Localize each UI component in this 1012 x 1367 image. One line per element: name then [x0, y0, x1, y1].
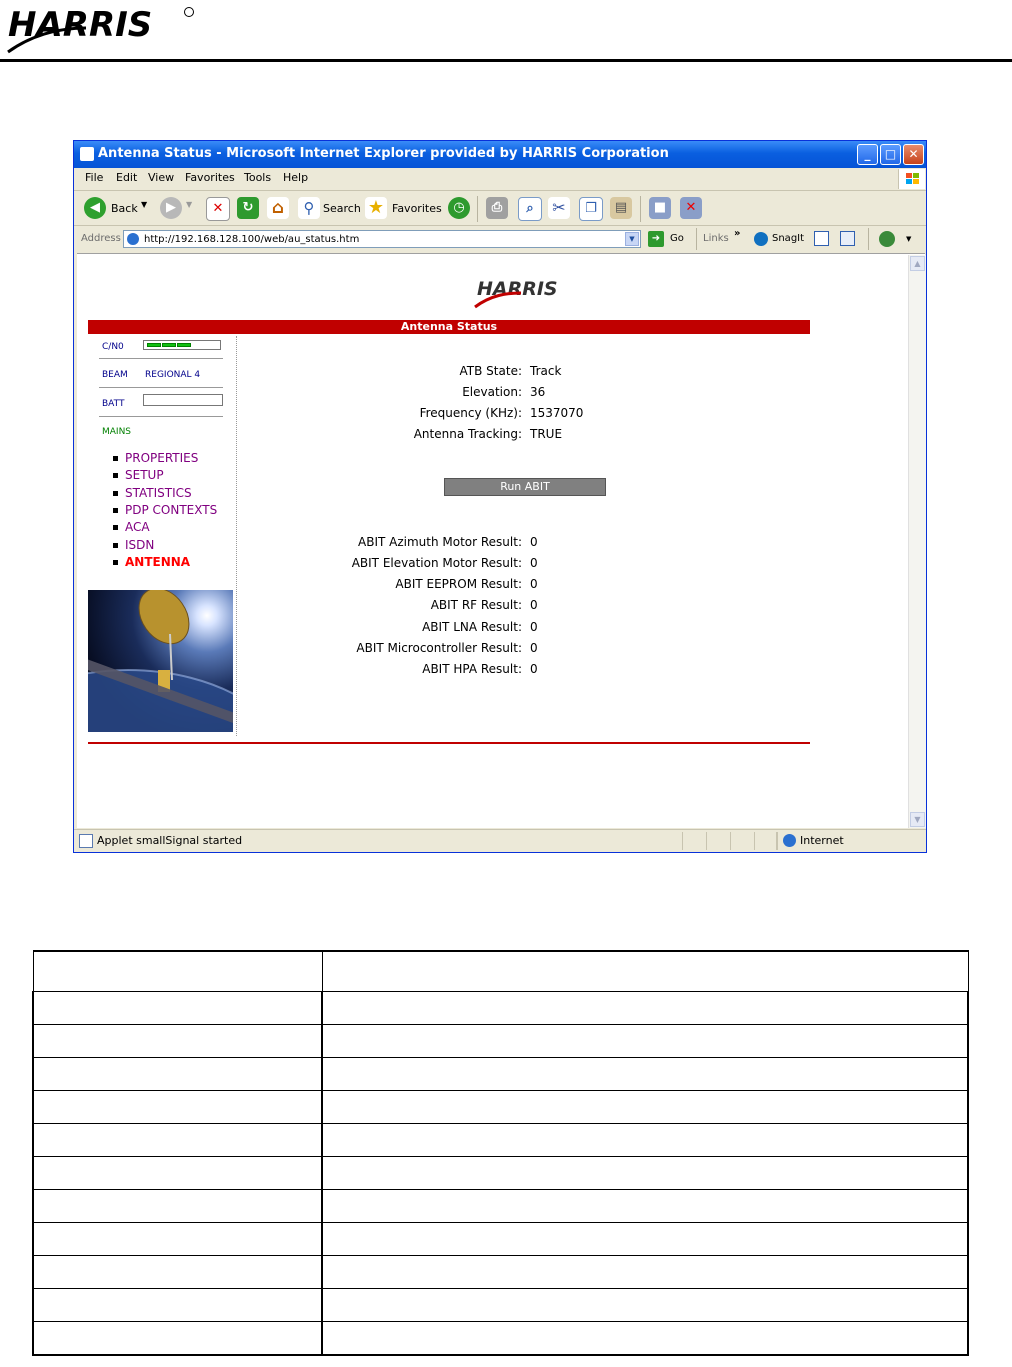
address-input[interactable] [123, 230, 641, 248]
harris-document-logo [6, 2, 196, 58]
table-cell [33, 1322, 322, 1356]
chevron-right-icon[interactable]: » [734, 228, 741, 239]
nav-antenna-label[interactable]: ANTENNA [125, 555, 191, 569]
scroll-down-icon[interactable]: ▼ [910, 812, 925, 827]
table-row [33, 992, 968, 1025]
table-cell [322, 1256, 968, 1289]
table-cell [322, 1091, 968, 1124]
nav-aca-label[interactable]: ACA [125, 520, 150, 534]
table-row [33, 1190, 968, 1223]
address-separator [696, 228, 697, 250]
table-cell [322, 992, 968, 1025]
status-separator [730, 832, 731, 850]
table-cell [322, 1058, 968, 1091]
beam-label: BEAM [102, 370, 128, 380]
sidebar-divider [236, 336, 237, 736]
search-icon[interactable]: ⚲ [298, 197, 320, 219]
harris-logo-text: HARRIS [8, 5, 153, 45]
table-cell [33, 992, 322, 1025]
run-abit-button[interactable]: Run ABIT [444, 478, 606, 496]
table-cell [33, 1223, 322, 1256]
forward-dropdown-icon[interactable]: ▼ [186, 200, 193, 209]
address-dropdown-icon[interactable]: ▼ [625, 232, 639, 246]
abit-microcontroller-value: 0 [530, 641, 538, 655]
table-row [33, 1157, 968, 1190]
table-row [33, 1256, 968, 1289]
toolbar-separator [477, 196, 478, 222]
table-cell [322, 1223, 968, 1256]
abit-eeprom-label: ABIT EEPROM Result: [395, 577, 522, 591]
header-title: Antenna Status [400, 320, 498, 333]
status-bar [74, 829, 926, 852]
back-dropdown-icon[interactable]: ▼ [141, 200, 148, 209]
abit-lna-label: ABIT LNA Result: [422, 620, 522, 634]
snagit-label[interactable]: SnagIt [772, 233, 805, 244]
header-rule [0, 59, 1012, 62]
paste-icon[interactable]: ▤ [610, 197, 632, 219]
abit-elevation-label: ABIT Elevation Motor Result: [351, 556, 522, 570]
scroll-up-icon[interactable]: ▲ [910, 256, 925, 271]
table-cell [33, 1124, 322, 1157]
copy-icon[interactable]: ❐ [579, 197, 603, 221]
menu-edit[interactable]: Edit [116, 171, 138, 184]
table-cell [33, 1190, 322, 1223]
windows-flag-icon [898, 169, 925, 189]
abit-microcontroller-label: ABIT Microcontroller Result: [356, 641, 522, 655]
menu-view[interactable]: View [148, 171, 175, 184]
address-separator [868, 228, 869, 250]
tool-box-x-icon[interactable]: ✕ [680, 197, 702, 219]
nav-bullet [113, 525, 118, 530]
table-row [33, 1322, 968, 1356]
table-cell [33, 1289, 322, 1322]
document-table [32, 950, 969, 1356]
history-icon[interactable]: ◷ [448, 197, 470, 219]
table-cell [322, 1025, 968, 1058]
menu-favorites[interactable]: Favorites [185, 171, 235, 184]
abit-elevation-value: 0 [530, 556, 538, 570]
abit-hpa-label: ABIT HPA Result: [422, 662, 522, 676]
page-logo-text: HARRIS [477, 278, 558, 300]
status-separator [754, 832, 755, 850]
sidebar-separator [99, 358, 223, 359]
cno-segment [147, 343, 161, 347]
nav-setup-label[interactable]: SETUP [125, 468, 164, 482]
standard-toolbar [74, 191, 926, 226]
links-label[interactable]: Links [703, 233, 729, 244]
abit-lna-value: 0 [530, 620, 538, 634]
window-title: Antenna Status - Microsoft Internet Explorer provided by HARRIS Corporation [98, 146, 669, 161]
print-icon[interactable]: ⎙ [486, 197, 508, 219]
table-row [33, 1223, 968, 1256]
sidebar-separator [99, 387, 223, 388]
atb-state-label: ATB State: [459, 364, 522, 378]
forward-arrow-icon[interactable]: ▶ [160, 197, 182, 219]
ie-page-icon [80, 147, 94, 161]
abit-azimuth-value: 0 [530, 535, 538, 549]
status-page-icon [79, 834, 93, 848]
snagit-capture-icon[interactable] [840, 231, 855, 246]
nav-bullet [113, 508, 118, 513]
go-button-label[interactable]: Go [670, 233, 684, 244]
frequency-label: Frequency (KHz): [419, 406, 522, 420]
search-button-label[interactable]: Search [323, 202, 361, 215]
snagit-window-icon[interactable] [814, 231, 829, 246]
menu-tools[interactable]: Tools [244, 171, 272, 184]
favorites-button-label[interactable]: Favorites [392, 202, 442, 215]
home-icon[interactable]: ⌂ [267, 197, 289, 219]
ie-globe-icon [127, 233, 139, 245]
elevation-label: Elevation: [462, 385, 522, 399]
beam-value: REGIONAL 4 [145, 370, 201, 380]
menu-help[interactable]: Help [283, 171, 309, 184]
frequency-value: 1537070 [530, 406, 584, 420]
back-arrow-icon[interactable]: ◀ [84, 197, 106, 219]
back-button-label[interactable]: Back [111, 202, 138, 215]
cno-segment [162, 343, 176, 347]
refresh-icon[interactable]: ↻ [237, 197, 259, 219]
toolbar-separator [640, 196, 641, 222]
title-bar[interactable] [74, 141, 926, 168]
abit-eeprom-value: 0 [530, 577, 538, 591]
table-cell [33, 951, 322, 992]
table-row [33, 1289, 968, 1322]
mains-label: MAINS [102, 427, 132, 437]
cno-segment [177, 343, 191, 347]
page-bottom-rule [88, 742, 810, 744]
table-header-row [33, 951, 968, 992]
nav-bullet [113, 456, 118, 461]
table-cell [322, 1289, 968, 1322]
batt-label: BATT [102, 399, 125, 409]
status-message: Applet smallSignal started [97, 834, 243, 847]
table-cell [33, 1157, 322, 1190]
nav-isdn-label[interactable]: ISDN [125, 538, 155, 552]
print-preview-icon[interactable]: ⌕ [518, 197, 542, 221]
vertical-scrollbar[interactable] [908, 255, 926, 828]
abit-hpa-value: 0 [530, 662, 538, 676]
security-zone: Internet [800, 834, 844, 847]
abit-azimuth-label: ABIT Azimuth Motor Result: [358, 535, 522, 549]
cno-label: C/N0 [102, 342, 124, 352]
stop-icon[interactable]: ✕ [206, 197, 230, 221]
address-label: Address [81, 233, 121, 244]
table-cell [33, 1091, 322, 1124]
elevation-value: 36 [530, 385, 546, 399]
satellite-image [88, 590, 233, 732]
favorites-star-icon[interactable]: ★ [365, 197, 387, 219]
nav-bullet [113, 560, 118, 565]
snagit-icon[interactable] [754, 232, 768, 246]
table-cell [33, 1025, 322, 1058]
table-cell [322, 1322, 968, 1356]
table-cell [322, 1157, 968, 1190]
atb-state-value: Track [530, 364, 562, 378]
messenger-dropdown-icon[interactable]: ▼ [906, 235, 912, 243]
table-row [33, 1025, 968, 1058]
sidebar-separator [99, 416, 223, 417]
table-cell [33, 1256, 322, 1289]
table-cell [322, 951, 968, 992]
status-separator [777, 832, 778, 850]
abit-rf-value: 0 [530, 598, 538, 612]
antenna-tracking-label: Antenna Tracking: [413, 427, 522, 441]
tool-box-icon[interactable]: ■ [649, 197, 671, 219]
antenna-status-header [88, 320, 810, 334]
nav-bullet [113, 543, 118, 548]
address-bar [74, 226, 926, 252]
close-button[interactable]: ✕ [903, 144, 924, 165]
messenger-icon[interactable] [879, 231, 895, 247]
table-row [33, 1124, 968, 1157]
cut-icon[interactable]: ✂ [548, 197, 570, 219]
web-content [77, 253, 925, 828]
status-separator [682, 832, 683, 850]
internet-globe-icon [783, 834, 796, 847]
go-arrow-icon[interactable]: ➜ [648, 231, 664, 247]
abit-rf-label: ABIT RF Result: [430, 598, 522, 612]
table-cell [33, 1058, 322, 1091]
cno-signal-meter [143, 340, 221, 350]
nav-properties-label[interactable]: PROPERTIES [125, 451, 199, 465]
table-cell [322, 1124, 968, 1157]
nav-statistics-label[interactable]: STATISTICS [125, 486, 192, 500]
harris-page-logo [473, 275, 583, 313]
status-separator [706, 832, 707, 850]
maximize-button[interactable]: □ [880, 144, 901, 165]
nav-pdp-contexts-label[interactable]: PDP CONTEXTS [125, 503, 218, 517]
minimize-button[interactable]: _ [857, 144, 878, 165]
nav-bullet [113, 491, 118, 496]
antenna-tracking-value: TRUE [530, 427, 563, 441]
table-row [33, 1091, 968, 1124]
table-row [33, 1058, 968, 1091]
nav-bullet [113, 473, 118, 478]
batt-meter [143, 394, 223, 406]
menu-file[interactable]: File [85, 171, 104, 184]
table-cell [322, 1190, 968, 1223]
browser-window [73, 140, 927, 853]
menu-bar [74, 168, 926, 191]
address-url: http://192.168.128.100/web/au_status.htm [144, 234, 360, 245]
